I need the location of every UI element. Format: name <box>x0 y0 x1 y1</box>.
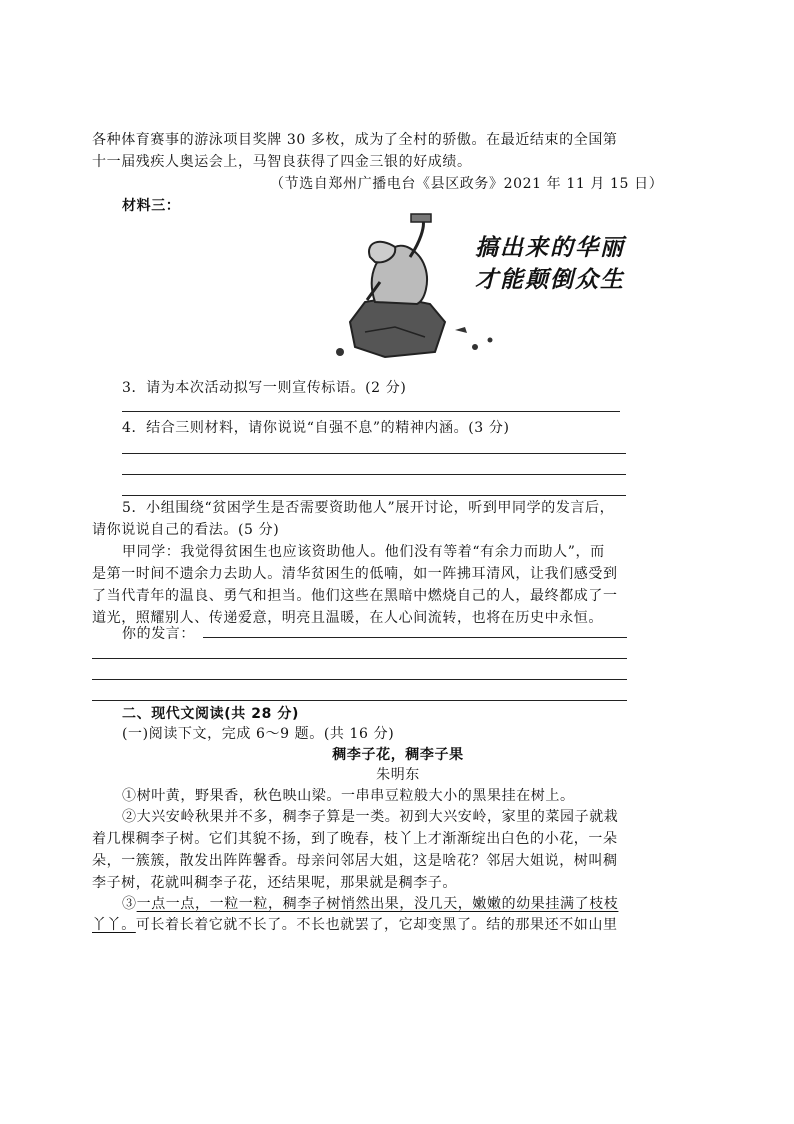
student-a-para2: 是第一时间不遗余力去助人。清华贫困生的低喃，如一阵拂耳清风，让我们感受到 <box>92 566 618 582</box>
section-2-heading: 二、现代文阅读(共 28 分) <box>122 706 300 722</box>
paragraph-3-line1 <box>122 894 618 914</box>
paragraph-2-line2: 着几棵稠李子树。它们其貌不扬，到了晚春，枝丫上才渐渐绽出白色的小花，一朵 <box>92 831 618 847</box>
material2-source: （节选自郑州广播电台《县区政务》2021 年 11 月 15 日） <box>270 176 664 192</box>
q4-answer-line-2[interactable] <box>122 474 626 475</box>
material2-line2: 十一届残疾人奥运会上，马智良获得了四金三银的好成绩。 <box>92 154 472 170</box>
paragraph-3-rest: 可长着长着它就不长了。不长也就罢了，它却变黑了。结的那果还不如山里 <box>135 917 618 933</box>
question-5-line1: 5．小组围绕“贫困学生是否需要资助他人”展开讨论，听到甲同学的发言后， <box>122 500 615 516</box>
paragraph-3-underlined-part1: 一点一点，一粒一粒，稠李子树悄然出果，没几天，嫩嫩的幼果挂满了枝枝 <box>136 896 619 912</box>
q5-answer-line-3[interactable] <box>92 679 627 680</box>
paragraph-3-underlined-part2: 丫丫。 <box>92 917 136 933</box>
your-speech-label: 你的发言： <box>122 626 195 642</box>
q4-answer-line-1[interactable] <box>122 453 626 454</box>
q5-answer-line-2[interactable] <box>92 658 627 659</box>
material2-line1: 各种体育赛事的游泳项目奖牌 30 多枚，成为了全村的骄傲。在最近结束的全国第 <box>92 132 618 148</box>
q3-answer-line[interactable] <box>122 411 620 412</box>
cartoon-caption-line2: 才能颠倒众生 <box>475 267 625 293</box>
cartoon-caption-line1: 搞出来的华丽 <box>475 235 625 261</box>
question-4: 4．结合三则材料，请你说说“自强不息”的精神内涵。(3 分) <box>122 420 510 436</box>
material3-label: 材料三： <box>122 198 181 214</box>
paragraph-2-line1: ②大兴安岭秋果并不多，稠李子算是一类。初到大兴安岭，家里的菜园子就栽 <box>122 809 619 825</box>
paragraph-2-line4: 李子树，花就叫稠李子花，还结果呢，那果就是稠李子。 <box>92 875 457 891</box>
cartoon-caption <box>475 232 625 296</box>
article-title: 稠李子花，稠李子果 <box>332 747 464 763</box>
student-a-para4: 道光，照耀别人、传递爱意，明亮且温暖，在人心间流转，也将在历史中永恒。 <box>92 610 603 626</box>
paragraph-2-line3: 朵，一簇簇，散发出阵阵馨香。母亲问邻居大姐，这是啥花？邻居大姐说，树叫稠 <box>92 853 618 869</box>
student-a-para1: 甲同学：我觉得贫困生也应该资助他人。他们没有等着“有余力而助人”，而 <box>122 544 605 560</box>
paragraph-1: ①树叶黄，野果香，秋色映山梁。一串串豆粒般大小的黑果挂在树上。 <box>122 788 575 804</box>
student-a-para3: 了当代青年的温良、勇气和担当。他们这些在黑暗中燃烧自己的人，最终都成了一 <box>92 588 618 604</box>
q5-answer-line-1[interactable] <box>203 637 627 638</box>
question-5-line2: 请你说说自己的看法。(5 分) <box>92 522 280 538</box>
cartoon-image <box>325 212 645 372</box>
question-3: 3．请为本次活动拟写一则宣传标语。(2 分) <box>122 380 407 396</box>
paragraph-3-number: ③ <box>122 896 137 912</box>
article-author: 朱明东 <box>376 767 420 783</box>
q5-answer-line-4[interactable] <box>92 700 627 701</box>
section-2-subheading: (一)阅读下文，完成 6～9 题。(共 16 分) <box>122 726 395 742</box>
q4-answer-line-3[interactable] <box>122 495 626 496</box>
paragraph-3-line2 <box>92 915 618 935</box>
